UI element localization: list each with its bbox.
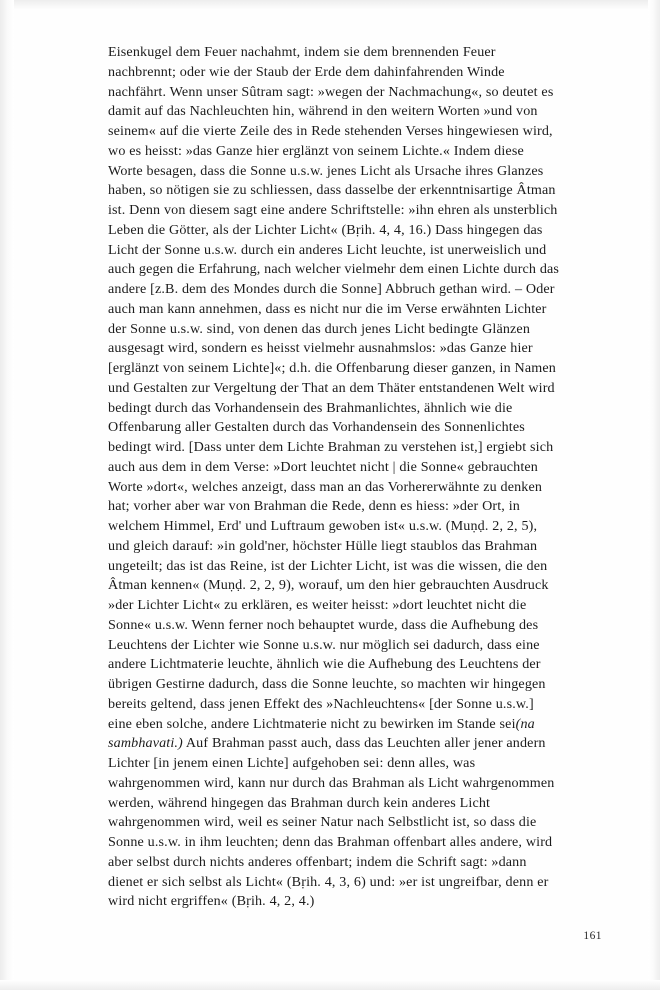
scan-edge-bottom	[0, 980, 660, 990]
scan-edge-right	[648, 0, 660, 990]
body-text-part-two: Auf Brahman passt auch, dass das Leuchten aller jener andern Lichter [in jenem einen Lichte] aufgehoben sei: denn alles, was wahrgenommen wird, kann nur durch das Brahman als Licht wahrgenommen werden, während hingegen das Brahman durch kein anderes Licht wahrgenommen wird, weil es seiner Natur nach Selbstlicht ist, so dass die Sonne u.s.w. in ihm leuchten; denn das Brahman offenbart alles andere, wird aber selbst durch nichts anderes offenbart; indem die Schrift sagt: »dann dienet er sich selbst als Licht« (Bṛih. 4, 3, 6) und: »er ist ungreifbar, denn er wird nicht ergriffen« (Bṛih. 4, 2, 4.)	[108, 735, 555, 910]
page-body-text	[108, 43, 560, 912]
sanskrit-italic-phrase: (na sambhavati.)	[108, 715, 535, 752]
page-number: 161	[583, 930, 602, 942]
scan-edge-top	[0, 0, 660, 10]
scan-edge-left	[0, 0, 14, 990]
body-paragraph	[108, 43, 560, 912]
body-text-part-one: Eisenkugel dem Feuer nachahmt, indem sie dem brennenden Feuer nachbrennt; oder wie der Staub der Erde dem dahinfahrenden Winde nachfährt. Wenn unser Sûtram sagt: »wegen der Nachmachung«, so deutet es damit auf das Nachleuchten hin, während in den weitern Worten »und von seinem« auf die vierte Zeile des in Rede stehenden Verses hingewiesen wird, wo es heisst: »das Ganze hier erglänzt von seinem Lichte.« Indem diese Worte besagen, dass die Sonne u.s.w. jenes Licht als Ursache ihres Glanzes haben, so nötigen sie zu schliessen, dass dasselbe der erkenntnisartige Âtman ist. Denn von diesem sagt eine andere Schriftstelle: »ihn ehren als unsterblich Leben die Götter, als der Lichter Licht« (Bṛih. 4, 4, 16.) Dass hingegen das Licht der Sonne u.s.w. durch ein anderes Licht leuchte, ist unerweislich und auch gegen die Erfahrung, nach welcher vielmehr dem einen Lichte durch das andere [z.B. dem des Mondes durch die Sonne] Abbruch gethan wird. – Oder auch man kann annehmen, dass es nicht nur die im Verse erwähnten Lichter der Sonne u.s.w. sind, von denen das durch jenes Licht bedingte Glänzen ausgesagt wird, sondern es heisst vielmehr ausnahmslos: »das Ganze hier [erglänzt von seinem Lichte]«; d.h. die Offenbarung dieser ganzen, in Namen und Gestalten zur Vergeltung der That an dem Thäter entstandenen Welt wird bedingt durch das Vorhandensein des Brahmanlichtes, ähnlich wie die Offenbarung aller Gestalten durch das Vorhandensein des Sonnenlichtes bedingt wird. [Dass unter dem Lichte Brahman zu verstehen ist,] ergiebt sich auch aus dem in dem Verse: »Dort leuchtet nicht | die Sonne« gebrauchten Worte »dort«, welches anzeigt, dass man an das Vorhererwähnte zu denken hat; vorher aber war von Brahman die Rede, denn es hiess: »der Ort, in welchem Himmel, Erd' und Luftraum gewoben ist« u.s.w. (Muṇḍ. 2, 2, 5), und gleich darauf: »in gold'ner, höchster Hülle liegt staublos das Brahman ungeteilt; das ist das Reine, ist der Lichter Licht, ist was die wissen, die den Âtman kennen« (Muṇḍ. 2, 2, 9), worauf, um den hier gebrauchten Ausdruck »der Lichter Licht« zu erklären, es weiter heisst: »dort leuchtet nicht die Sonne« u.s.w. Wenn ferner noch behauptet wurde, dass die Aufhebung des Leuchtens der Lichter wie Sonne u.s.w. nur möglich sei dadurch, dass eine andere Lichtmaterie leuchte, ähnlich wie die Aufhebung des Leuchtens der übrigen Gestirne dadurch, dass die Sonne leuchte, so machten wir hingegen bereits geltend, dass jenen Effekt des »Nachleuchtens« [der Sonne u.s.w.] eine eben solche, andere Lichtmaterie nicht zu bewirken im Stande sei	[108, 44, 560, 732]
